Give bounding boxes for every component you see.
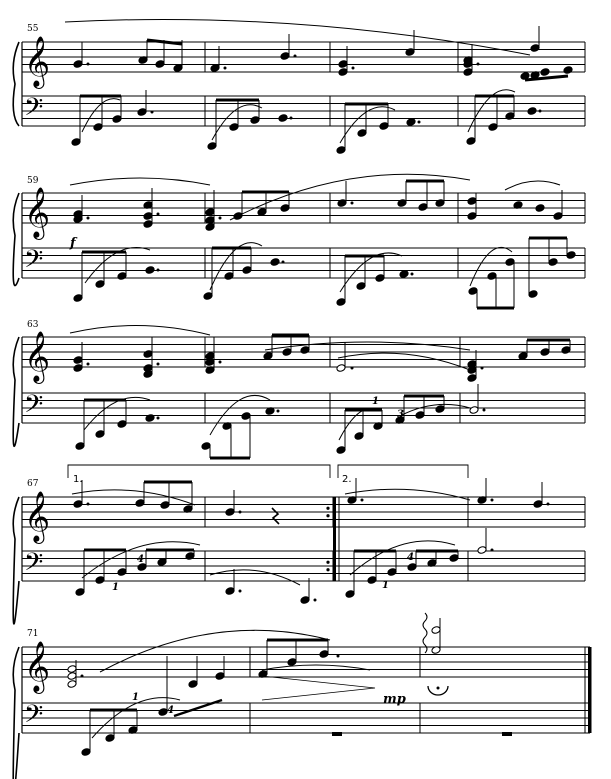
slur [340, 253, 402, 292]
final-barline [588, 647, 592, 733]
volta-bracket-1 [68, 465, 330, 478]
dynamic-mezzo-piano: mp [383, 692, 406, 707]
repeat-dot [326, 514, 329, 517]
repeat-dot [326, 568, 329, 571]
treble-clef-icon: 𝄞 [24, 331, 51, 382]
repeat-dot [326, 507, 329, 510]
augmentation-dot [157, 213, 160, 216]
augmentation-dot [277, 410, 280, 413]
slur [70, 325, 210, 335]
slur [350, 541, 455, 575]
notes-layer [65, 19, 576, 756]
treble-clef-icon: 𝄞 [24, 491, 51, 542]
treble-clef-icon: 𝄞 [24, 641, 51, 692]
augmentation-dot [351, 202, 354, 205]
bass-clef-icon: 𝄢 [24, 390, 44, 425]
text-layer [27, 24, 414, 716]
volta-1-label: 1. [73, 474, 83, 485]
note-beam [147, 40, 182, 44]
repeat-barline [333, 497, 336, 581]
augmentation-dot [87, 363, 90, 366]
augmentation-dot [539, 110, 542, 113]
fingering-1: 1 [382, 580, 389, 591]
note-beam [174, 700, 222, 716]
bass-clef-icon: 𝄢 [24, 245, 44, 280]
augmentation-dot [219, 361, 222, 364]
augmentation-dot [483, 409, 486, 412]
slur [505, 181, 560, 190]
augmentation-dot [294, 55, 297, 58]
augmentation-dot [87, 217, 90, 220]
fingering-4: 4 [407, 552, 414, 563]
augmentation-dot [81, 675, 84, 678]
augmentation-dot [314, 599, 317, 602]
augmentation-dot [547, 503, 550, 506]
augmentation-dot [491, 499, 494, 502]
notehead [399, 270, 409, 279]
slur [210, 570, 300, 585]
slur [470, 247, 512, 286]
augmentation-dot [437, 687, 440, 690]
slur [70, 178, 210, 185]
augmentation-dot [411, 273, 414, 276]
slur [265, 342, 470, 350]
augmentation-dot [87, 63, 90, 66]
measure-number-63: 63 [27, 320, 39, 330]
brace-icon [13, 193, 19, 286]
brace-icon [13, 42, 19, 126]
measure-number-71: 71 [27, 629, 39, 639]
whole-rest-icon [332, 732, 342, 736]
augmentation-dot [157, 417, 160, 420]
bass-clef-icon: 𝄢 [24, 93, 44, 128]
brace-icon [13, 497, 19, 624]
notehead [270, 258, 280, 267]
repeat-dot [326, 561, 329, 564]
augmentation-dot [219, 217, 222, 220]
treble-clef-icon: 𝄞 [24, 36, 51, 87]
augmentation-dot [352, 67, 355, 70]
decrescendo-hairpin [262, 676, 375, 700]
augmentation-dot [87, 503, 90, 506]
slur [345, 489, 470, 500]
whole-rest-icon [502, 732, 512, 736]
treble-clef-icon: 𝄞 [24, 187, 51, 238]
measure-number-67: 67 [27, 479, 39, 489]
measure-number-55: 55 [27, 24, 39, 34]
augmentation-dot [290, 117, 293, 120]
augmentation-dot [418, 121, 421, 124]
augmentation-dot [239, 511, 242, 514]
measure-number-59: 59 [27, 176, 39, 186]
notehead [278, 114, 288, 123]
augmentation-dot [239, 590, 242, 593]
augmentation-dot [337, 655, 340, 658]
notehead [540, 68, 550, 77]
brace-icon [13, 647, 19, 779]
notehead [145, 414, 155, 423]
augmentation-dot [282, 261, 285, 264]
augmentation-dot [157, 269, 160, 272]
dynamic-forte: f [70, 236, 76, 251]
augmentation-dot [151, 111, 154, 114]
augmentation-dot [481, 367, 484, 370]
staff-lines-layer [13, 36, 591, 779]
notehead [527, 107, 537, 116]
fingering-1: 1 [372, 396, 379, 407]
volta-bracket-2 [338, 465, 468, 478]
volta-2-label: 2. [342, 474, 352, 485]
fingering-1: 1 [112, 582, 119, 593]
notehead [145, 266, 155, 275]
notehead [563, 66, 573, 75]
augmentation-dot [224, 67, 227, 70]
augmentation-dot [351, 367, 354, 370]
notehead [406, 118, 416, 127]
slur [84, 397, 150, 430]
notehead [535, 204, 545, 213]
fingering-3: 3 [397, 409, 404, 420]
slur [210, 243, 262, 290]
augmentation-dot [361, 499, 364, 502]
slur [338, 353, 470, 370]
bass-clef-icon: 𝄢 [24, 700, 44, 735]
fingering-4: 4 [137, 554, 144, 565]
augmentation-dot [157, 363, 160, 366]
augmentation-dot [491, 549, 494, 552]
brace-icon [13, 337, 19, 446]
fingering-1: 1 [132, 692, 139, 703]
fingering-4: 4 [167, 705, 174, 716]
augmentation-dot [477, 63, 480, 66]
quarter-rest-icon [272, 508, 279, 524]
bass-clef-icon: 𝄢 [24, 548, 44, 583]
